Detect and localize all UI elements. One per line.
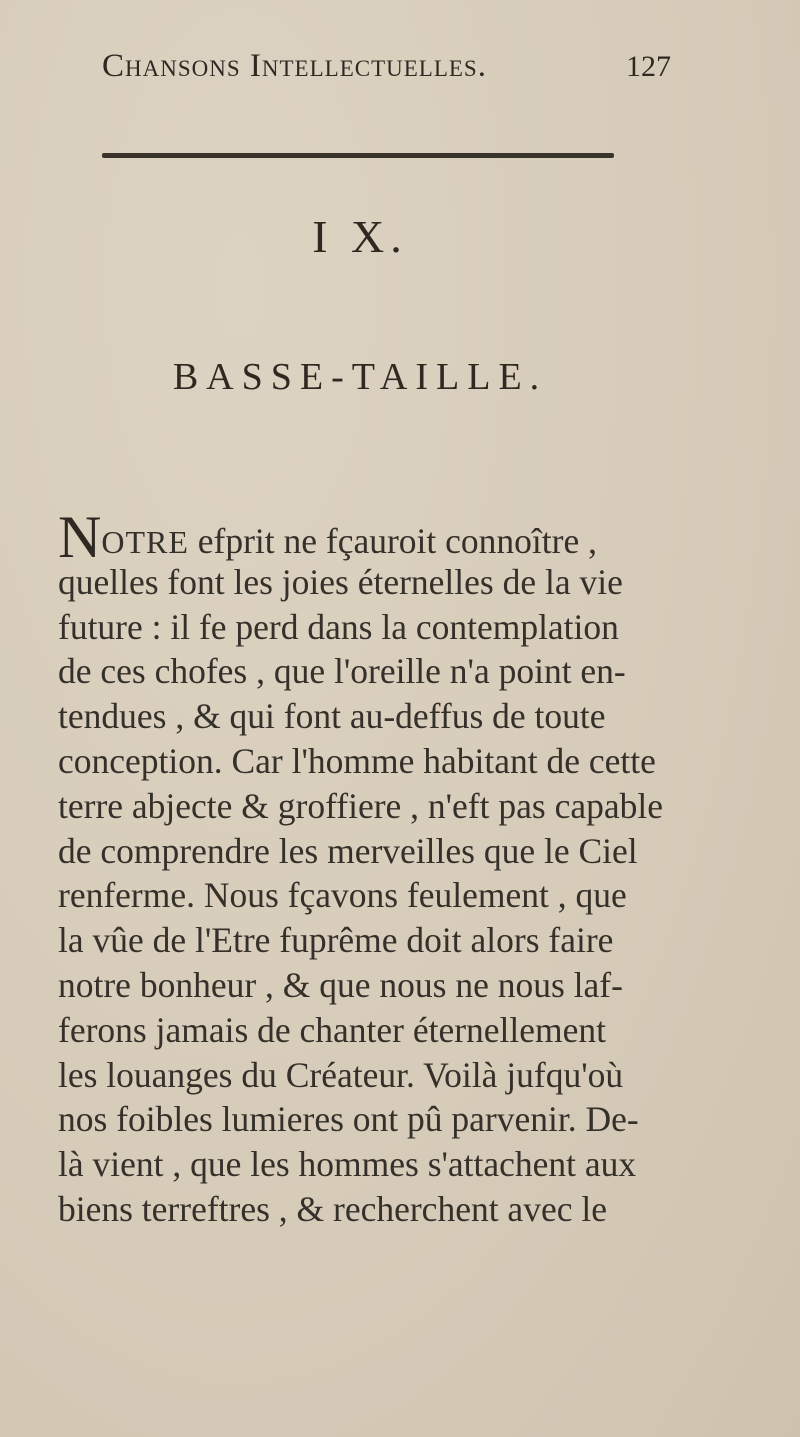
header-rule	[102, 153, 614, 158]
text-line: tendues , & qui font au-deffus de toute	[58, 696, 606, 737]
running-title: Chansons Intellectuelles.	[102, 48, 487, 84]
text-line: renferme. Nous fçavons feulement , que	[58, 875, 627, 916]
text-line: de comprendre les merveilles que le Ciel	[58, 830, 638, 871]
text-line: biens terreftres , & recherchent avec le	[58, 1188, 607, 1229]
section-title: BASSE-TAILLE.	[172, 356, 548, 398]
text-line: les louanges du Créateur. Voilà jufqu'où	[58, 1054, 624, 1095]
section-number: I X.	[312, 211, 408, 262]
text-line: future : il fe perd dans la contemplation	[58, 606, 619, 647]
text-line: notre bonheur , & que nous ne nous laf-	[58, 964, 623, 1005]
first-word-smallcaps: OTRE	[101, 524, 189, 560]
text-line: là vient , que les hommes s'attachent aux	[58, 1144, 637, 1185]
text-line: conception. Car l'homme habitant de cette	[58, 740, 656, 781]
text-line: de ces chofes , que l'oreille n'a point en-	[58, 651, 626, 692]
page-header	[100, 42, 740, 102]
body-text	[58, 504, 758, 1232]
text-line: nos foibles lumieres ont pû parvenir. De-	[58, 1099, 639, 1140]
text-line: la vûe de l'Etre fuprême doit alors faire	[58, 920, 614, 961]
text-line: terre abjecte & groffiere , n'eft pas capable	[58, 785, 663, 826]
drop-cap: N	[58, 504, 102, 570]
page-number: 127	[626, 50, 671, 83]
text-line: quelles font les joies éternelles de la vie	[58, 561, 623, 602]
text-line	[58, 504, 758, 570]
text-line-content: efprit ne fçauroit connoître ,	[188, 521, 597, 561]
text-line: ferons jamais de chanter éternellement	[58, 1009, 607, 1050]
